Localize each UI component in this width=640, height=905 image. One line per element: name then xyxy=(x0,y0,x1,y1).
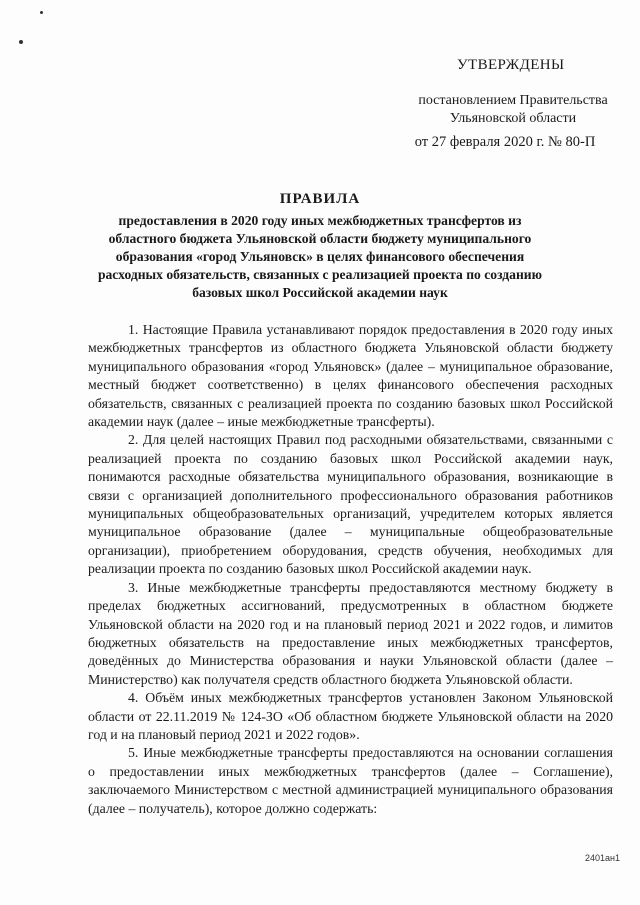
paragraph-3: 3. Иные межбюджетные трансферты предоставляются местному бюджету в пределах бюджетных ассигнований, предусмотренных в областном бюджете Ульяновской области на 2020 год и на плановый период 2021 и 2022 годов, и лимитов бюджетных обязательств на предоставление иных межбюджетных трансфертов, доведённых до Министерства образования и науки Ульяновской области (далее – Министерство) как получателя средств областного бюджета Ульяновской области. xyxy=(88,579,613,687)
footer-stamp: 2401ан1 xyxy=(585,853,621,863)
decree-line-1: постановлением Правительства xyxy=(418,93,608,108)
decree-reference xyxy=(408,92,618,128)
paragraph-5: 5. Иные межбюджетные трансферты предоставляются на основании соглашения о предоставлении иных межбюджетных трансфертов (далее – Соглашение), заключаемого Министерством с местной администрацией муниципального образования (далее – получатель), которое должно содержать: xyxy=(88,745,613,816)
paragraph-4: 4. Объём иных межбюджетных трансфертов установлен Законом Ульяновской области от 22.11.2019 № 124-ЗО «Об областном бюджете Ульяновской области на 2020 год и на плановый период 2021 и 2022 годов». xyxy=(88,690,613,742)
scan-speck xyxy=(19,40,23,44)
scan-speck xyxy=(40,11,43,14)
decree-line-2: Ульяновской области xyxy=(449,111,577,126)
document-title: ПРАВИЛА xyxy=(279,191,361,207)
approved-heading: УТВЕРЖДЕНЫ xyxy=(457,57,565,73)
document-subtitle: предоставления в 2020 году иных межбюджетных трансфертов из областного бюджета Ульяновской области бюджету муниципального образования «город Ульяновск» в целях финансового обеспечения расходных обязательств, связанных с реализацией проекта по созданию базовых школ Российской академии наук xyxy=(97,213,543,300)
decree-date: от 27 февраля 2020 г. № 80-П xyxy=(414,134,596,150)
paragraph-1: 1. Настоящие Правила устанавливают порядок предоставления в 2020 году иных межбюджетных трансфертов из областного бюджета Ульяновской области бюджету муниципального образования «город Ульяновск» (далее – муниципальное образование, местный бюджет соответственно) в целях финансового обеспечения расходных обязательств, связанных с реализацией проекта по созданию базовых школ Российской академии наук (далее – иные межбюджетные трансферты). xyxy=(88,322,613,430)
document-body xyxy=(88,321,613,818)
paragraph-2: 2. Для целей настоящих Правил под расходными обязательствами, связанными с реализацией проекта по созданию базовых школ Российской академии наук, понимаются расходные обязательства муниципального образования, возникающие в связи с организацией дополнительного профессионального образования работников муниципальных общеобразовательных организаций, учредителем которых является муниципальное образование (далее – муниципальные общеобразовательные организации), приобретением оборудования, средств обучения, необходимых для реализации проекта по созданию базовых школ Российской академии наук. xyxy=(88,432,613,577)
